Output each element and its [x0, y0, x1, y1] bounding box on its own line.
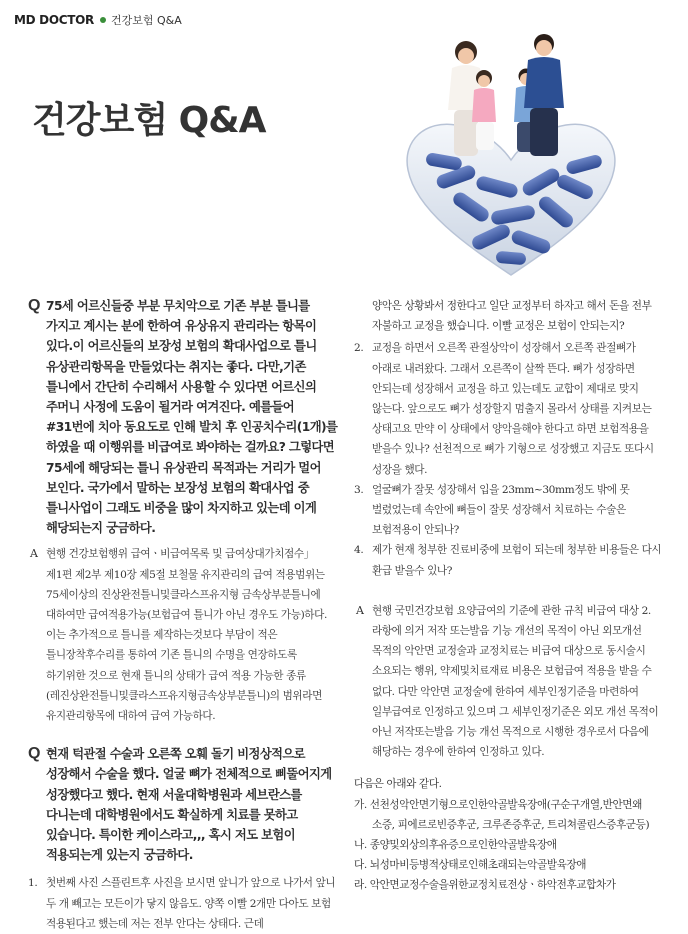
question-2-list	[28, 873, 338, 934]
answer-mark-label: A	[30, 547, 38, 561]
answer-2	[354, 601, 666, 763]
family-on-pills-heart-icon	[396, 30, 626, 280]
question-2-list-continued	[354, 338, 666, 580]
condition-item: 라. 악안면교정수술을위한교정치료전상ㆍ하악전후교합차가	[354, 879, 616, 892]
question-1-text: 75세 어르신들중 부분 무치악으로 기존 부분 틀니를 가지고 계시는 분에 한하여 유상유지 관리라는 항목이 있다.이 어르신들의 보장성 보험의 확대사업으로 틀니 유상관리항목을 만들었다는 취지는 좋다. 다만,기존 틀니에서 간단히 수리해서 사용할 수 있다면 어르신의 주머니 사정에 도움이 될거라 여겨진다. 예를들어 #31번에 치아 동요도로 인해 발치 후 인공치수리(1개)를 하였을 때 이행위를 비급여로 봐야하는 걸까요? 그렇다면 75세에 해당되는 틀니 유상관리 목적과는 거리가 멀어 보인다. 국가에서 말하는 보장성 보험의 확대사업 중 틀니사업이 그래도 비중을 많이 차지하고 있는데 이게 해당되는지 궁금하다.	[46, 299, 338, 536]
list-number: 1.	[28, 877, 38, 890]
question-mark-label: Q	[28, 745, 40, 763]
list-item	[354, 338, 666, 479]
condition-item: 다. 뇌성마비등병적상태로인해초래되는악골발육장애	[354, 859, 587, 872]
question-2	[28, 744, 338, 865]
magazine-brand: MD DOCTOR	[14, 13, 94, 27]
answer-mark-label: A	[356, 603, 364, 617]
condition-item: 가. 선천성악안면기형으로인한악골발육장애(구순구개열,반안면왜	[354, 798, 642, 811]
list-item	[28, 873, 338, 934]
page-title: 건강보험 Q&A	[32, 100, 266, 141]
list-item-text: 얼굴뼈가 잘못 성장해서 입을 23mm~30mm정도 밖에 못 벌렸었는데 속안에 뼈들이 잘못 성장해서 치료하는 수술은 보험적용이 안되나?	[372, 483, 630, 537]
list-item-text: 첫번째 사진 스플린트후 사진을 보시면 앞니가 앞으로 나가서 앞니 두 개 빼고는 모든이가 닿지 않음도. 양쪽 이빨 2개만 다아도 보험 적용된다고 했는데 저는 전부 안다는 상태다. 근데	[46, 877, 336, 930]
answer-1-text: 현행 건강보험행위 급여ㆍ비급여목록 및 급여상대가치점수」 제1편 제2부 제10장 제5절 보철물 유지관리의 급여 적용범위는 75세이상의 진상완전틀니및클라스프유지형 금속상부분틀니에 대하여만 급여적용가능(보험급여 틀니가 아닌 경우도 가능)하다. 이는 추가적으로 틀니를 제작하는것보다 부담이 적은 틀니장착후수리를 통하여 기존 틀니의 수명을 연장하도록 하기위한 것으로 현재 틀니의 상태가 급여 적용 가능한 종류(레진상완전틀니및클라스프유지형금속상부분틀니)의 범위라면 유지관리항목에 대하여 급여 가능하다.	[46, 548, 327, 723]
answer-1	[28, 544, 338, 726]
question-mark-label: Q	[28, 297, 40, 314]
condition-item: 나. 종양및외상의후유증으로인한악골발육장애	[354, 839, 557, 852]
list-number: 4.	[354, 544, 364, 557]
family-heart-illustration	[396, 30, 626, 280]
list-item	[354, 480, 666, 541]
condition-item-continued: 소증, 피에르로빈증후군, 크루존증후군, 트리쳐콜린스증후군등)	[372, 818, 650, 831]
conditions-lead: 다음은 아래와 같다.	[354, 778, 442, 791]
conditions-list	[354, 795, 666, 896]
answer-2-text: 현행 국민건강보험 요양급여의 기준에 관한 규칙 비급여 대상 2.라항에 의거 저작 또는발음 기능 개선의 목적이 아닌 외모개선 목적의 악안면 교정술과 교정치료는 비급여 대상으로 동시술시 소요되는 행위, 약제및치료재료 비용은 보험급여 적용을 받을 수 없다. 다만 악안면 교정술에 한하여 세부인정기준을 마련하여 일부급여로 인정하고 있으며 그 세부인정기준은 외모 개선 목적이 아닌 저작또는발음 기능 개선 목적으로 시행한 경우로서 다음에 해당하는 경우에 한하여 인정하고 있다.	[372, 604, 659, 759]
list-item-text: 교정을 하면서 오른쪽 관절상악이 성장해서 오른쪽 관절뼈가 아래로 내려왔다. 그래서 오른쪽이 살짝 뜬다. 뼈가 성장하면 안되는데 성장해서 교정을 하고 있는데도 교합이 제대로 맞지 않는다. 앞으로도 뼈가 성장할지 멈출지 몰라서 상태를 지켜보는 상태고요 만약 이 상태에서 양악을해야 한다고 하면 보험적용을 받을수 있나? 선천적으로 뼈가 기형으로 성장했고 지금도 또다시 성장을 했다.	[372, 342, 654, 476]
list-item-text: 제가 현재 청부한 진료비중에 보험이 되는데 청부한 비용들은 다시 환급 받을수 있나?	[372, 544, 662, 577]
right-column	[354, 296, 666, 896]
list-number: 2.	[354, 342, 364, 355]
section-label: 건강보험 Q&A	[110, 14, 182, 27]
question-1	[28, 296, 338, 538]
question-2-continued: 양악은 상황봐서 정한다고 일단 교정부터 하자고 해서 돈을 전부 자불하고 교정을 했습니다. 이빨 교정은 보험이 안되는지?	[372, 300, 652, 333]
list-number: 3.	[354, 483, 364, 496]
left-column	[28, 296, 338, 934]
list-item	[354, 540, 666, 580]
running-header	[14, 12, 182, 28]
bullet-dot-icon	[100, 17, 106, 23]
question-2-text: 현재 턱관절 수술과 오른쪽 오훼 돌기 비정상적으로 성장해서 수술을 했다. 얼굴 뼈가 전체적으로 삐뚤어지게 성장했다고 했다. 현재 서울대학병원과 세브란스를 다니는데 대학병원에서도 확실하게 치료를 못하고 있습니다. 특이한 케이스라고,,, 혹시 저도 보험이 적용되는게 있는지 궁금하다.	[46, 747, 332, 863]
